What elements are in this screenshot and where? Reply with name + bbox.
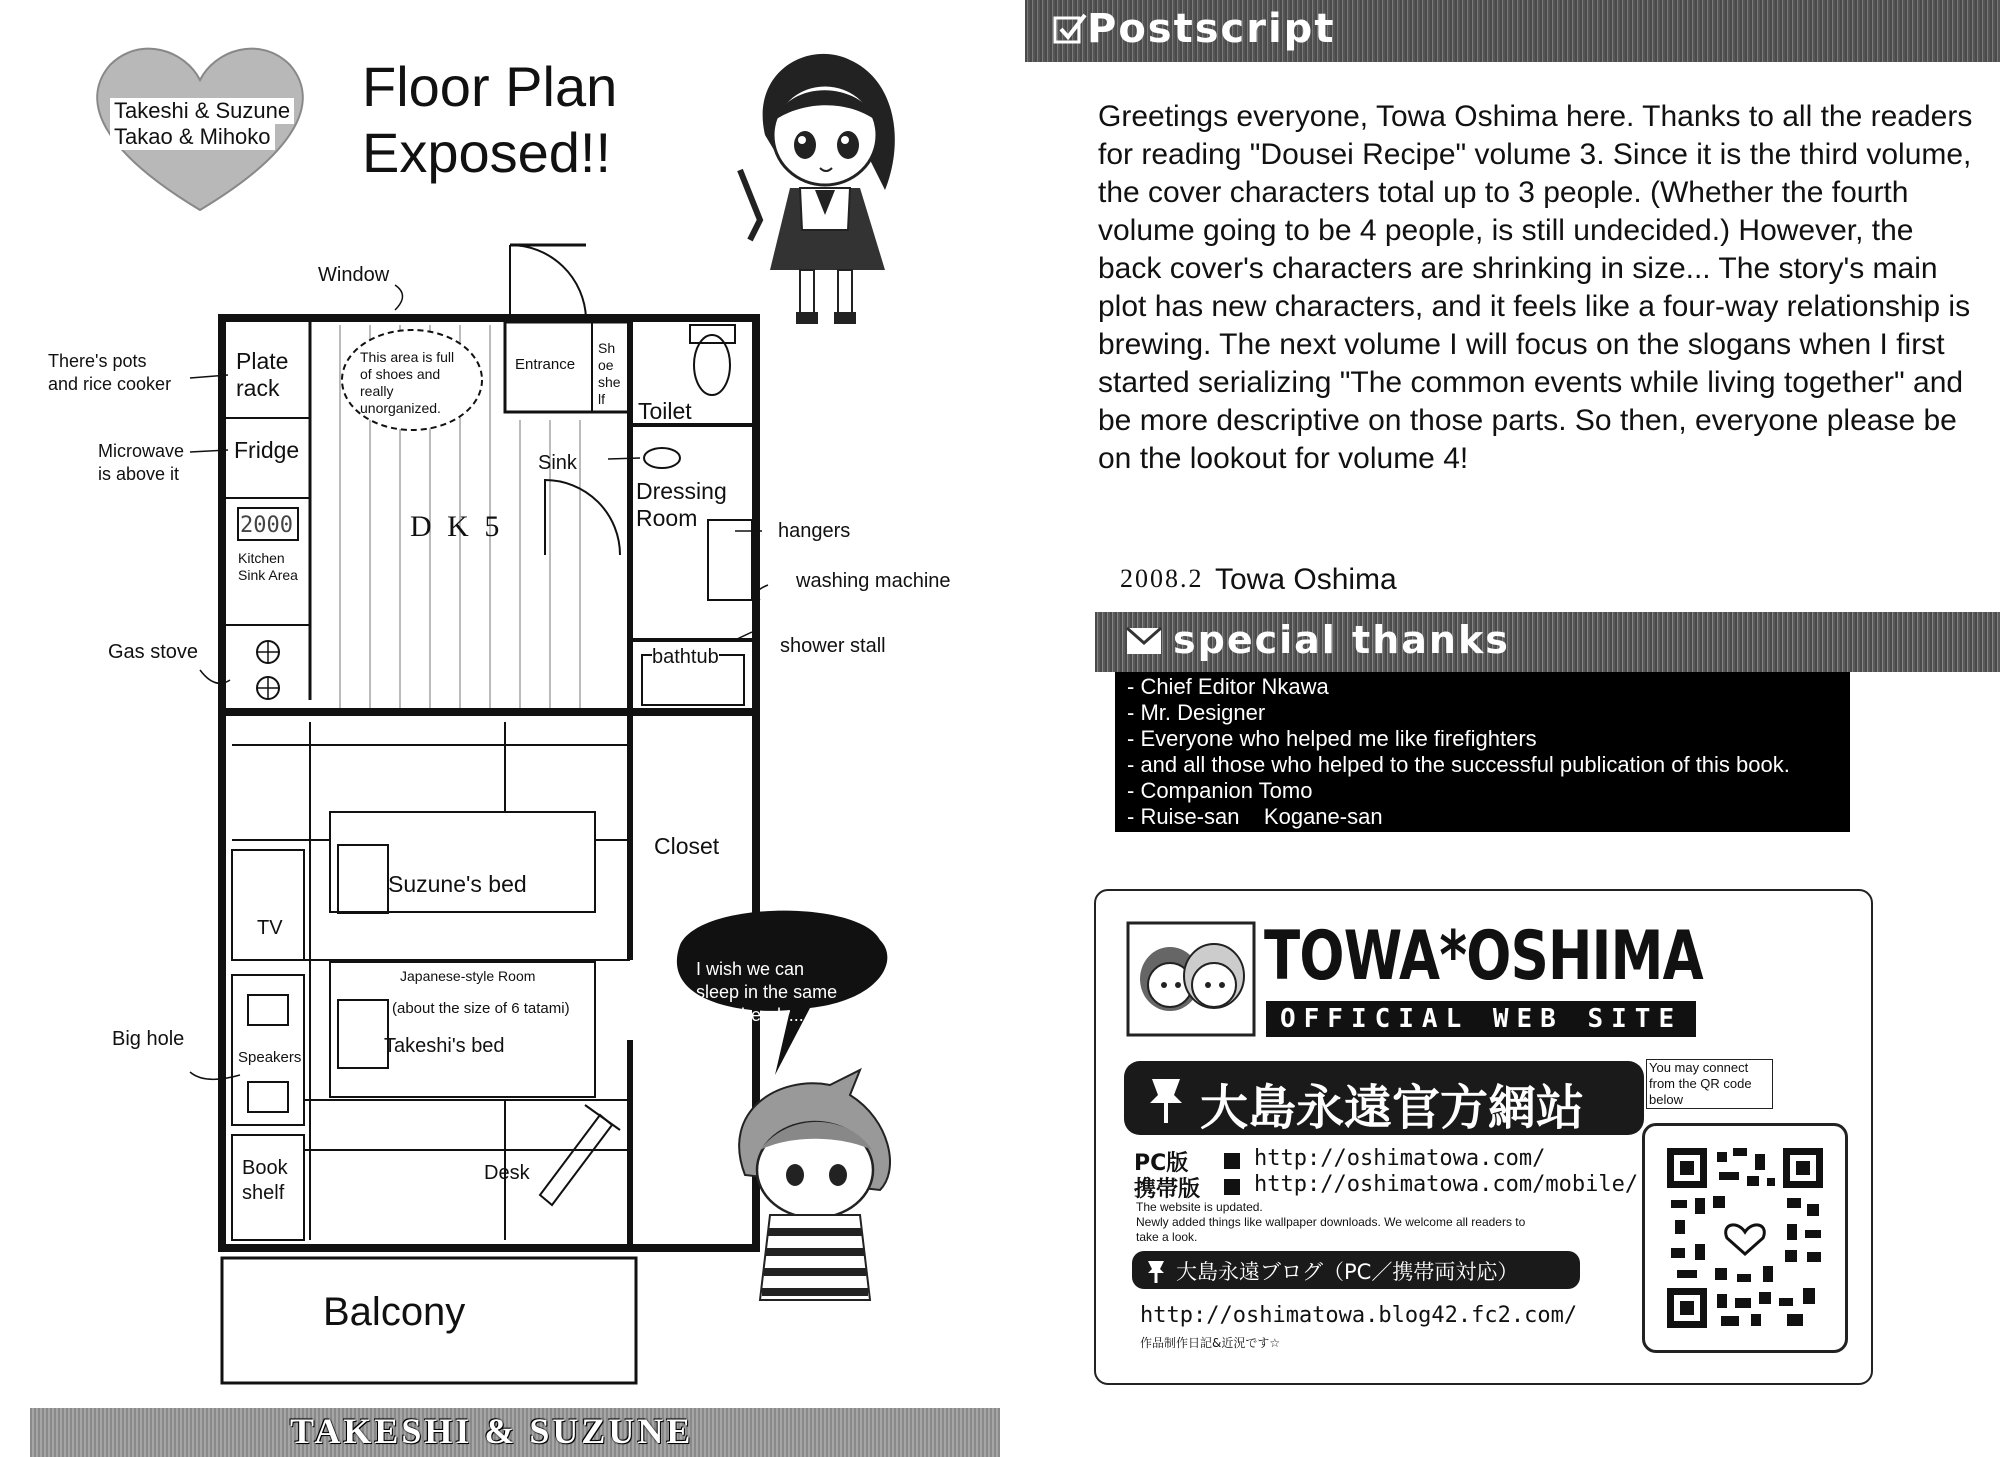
floor-plan-title-line1: Floor Plan: [362, 55, 618, 118]
pc-bullet-icon: [1224, 1153, 1240, 1169]
website-note-line2: Newly added things like wallpaper downloads. We welcome all readers to: [1136, 1215, 1526, 1229]
qr-note-line2: from the QR code: [1649, 1076, 1752, 1091]
thanks-item-5: - Companion Tomo: [1127, 778, 1313, 803]
label-bookshelf-line1: Book: [242, 1157, 288, 1179]
label-shoe-shelf-3: she: [598, 374, 621, 390]
label-shoe-shelf-4: lf: [598, 391, 605, 407]
website-note-line1: The website is updated.: [1136, 1200, 1263, 1214]
boy-character-illustration: [739, 1070, 890, 1300]
postscript-title: Postscript: [1087, 6, 1336, 52]
label-window: Window: [318, 264, 390, 286]
qr-code-frame[interactable]: [1642, 1123, 1848, 1353]
label-hangers: hangers: [778, 520, 851, 542]
label-digital-display: 2000: [240, 513, 293, 538]
label-gas-stove: Gas stove: [108, 641, 199, 663]
label-desk: Desk: [484, 1162, 530, 1184]
label-plate-rack-line1: Plate: [236, 348, 289, 374]
speech-bubble-line1: I wish we can: [696, 959, 805, 979]
mobile-version-label: 携帯版: [1134, 1177, 1201, 1202]
label-bookshelf-line2: shelf: [242, 1182, 285, 1204]
label-shoe-shelf-2: oe: [598, 357, 614, 373]
label-tv: TV: [257, 917, 283, 939]
qr-note-box: [1646, 1059, 1773, 1109]
label-entrance: Entrance: [515, 356, 576, 373]
floor-plan-drawing: [0, 0, 1010, 1400]
label-kitchen-sink-line1: Kitchen: [238, 550, 285, 566]
special-thanks-title: special thanks: [1173, 618, 1510, 662]
label-takeshi-bed: Takeshi's bed: [384, 1035, 505, 1057]
label-kitchen-sink-line2: Sink Area: [238, 567, 298, 583]
label-shoes-note-3: really: [360, 383, 394, 399]
blog-url-link[interactable]: http://oshimatowa.blog42.fc2.com/: [1140, 1303, 1578, 1328]
label-speakers: Speakers: [238, 1049, 302, 1066]
footer-bar: [30, 1408, 1000, 1457]
label-shoes-note-1: This area is full: [360, 349, 455, 365]
thanks-item-2: - Mr. Designer: [1127, 700, 1266, 725]
label-sink: Sink: [538, 452, 577, 474]
footer-title: TAKESHI & SUZUNE: [290, 1411, 694, 1451]
label-shower-stall: shower stall: [780, 635, 886, 657]
label-tatami-note: (about the size of 6 tatami): [392, 1000, 570, 1017]
website-subtitle: OFFICIAL WEB SITE: [1280, 1004, 1683, 1034]
pin-icon: [1142, 1257, 1170, 1285]
postscript-body: Greetings everyone, Towa Oshima here. Thanks to all the readers for reading "Dousei Recipe" volume 3. Since it is the third volume, the cover characters total up to 3 people. (Whether the fourth volume going to be 4 people, is still undecided.) However, the back cover's characters are shrinking in size... The story's main plot has new characters, and it feels like a four-way relationship is brewing. The next volume I will focus on the slogans when I first started serializing "The common events while living together" and be more descriptive on those parts. So then, everyone please be on the lookout for volume 4!: [1098, 100, 1973, 475]
speech-bubble-line3: bed already...: [696, 1005, 804, 1025]
thanks-item-6: - Ruise-san Kogane-san: [1127, 804, 1383, 829]
label-big-hole: Big hole: [112, 1028, 185, 1050]
blog-note: 作品制作日記&近況です☆: [1140, 1336, 1281, 1350]
label-microwave-line2: is above it: [98, 464, 180, 484]
heart-tag-line1: Takeshi & Suzune: [110, 98, 294, 124]
heart-tag-line2: Takao & Mihoko: [110, 124, 275, 150]
mobile-url-link[interactable]: http://oshimatowa.com/mobile/: [1254, 1172, 1639, 1197]
blog-banner[interactable]: [1132, 1251, 1580, 1289]
label-japanese-room: Japanese-style Room: [400, 968, 536, 984]
checkbox-icon: [1053, 12, 1087, 46]
thanks-item-1: - Chief Editor Nkawa: [1127, 674, 1329, 699]
cn-website-banner: [1124, 1061, 1644, 1135]
label-washing-machine: washing machine: [796, 570, 951, 592]
label-suzune-bed: Suzune's bed: [388, 871, 527, 897]
label-toilet: Toilet: [638, 398, 692, 424]
blog-banner-title: 大島永遠ブログ（PC／携帯両対応）: [1176, 1260, 1519, 1284]
envelope-icon: [1125, 626, 1163, 656]
postscript-author: Towa Oshima: [1215, 563, 1397, 596]
qr-note-line1: You may connect: [1649, 1060, 1749, 1075]
special-thanks-header: [1095, 612, 2000, 672]
label-shoes-note-4: unorganized.: [360, 400, 441, 416]
website-note-line3: take a look.: [1136, 1230, 1198, 1244]
label-fridge: Fridge: [234, 437, 300, 463]
label-tatami-note-text: about the size of 6 tatami: [397, 1000, 565, 1017]
label-plate-rack-line2: rack: [236, 375, 280, 401]
avatar-pair-icon: [1126, 921, 1256, 1037]
label-dk5: D K 5: [410, 510, 504, 543]
postscript-page: [1010, 0, 2000, 1457]
official-website-card[interactable]: [1094, 889, 1873, 1385]
pc-version-label: PC版: [1134, 1151, 1189, 1176]
speech-bubble-line2: sleep in the same: [696, 982, 838, 1002]
label-bathtub: bathtub: [652, 646, 719, 668]
label-pots-line1: There's pots: [48, 351, 147, 371]
label-dressing-line1: Dressing: [636, 478, 727, 504]
label-closet: Closet: [654, 833, 720, 859]
website-brand: TOWA*OSHIMA: [1264, 917, 1703, 996]
qr-code-icon[interactable]: [1667, 1148, 1823, 1328]
thanks-item-3: - Everyone who helped me like firefighters: [1127, 726, 1537, 751]
label-dressing-line2: Room: [636, 505, 698, 531]
label-shoe-shelf-1: Sh: [598, 340, 616, 356]
label-microwave-line1: Microwave: [98, 441, 185, 461]
label-balcony: Balcony: [323, 1290, 466, 1334]
postscript-date: 2008.2: [1120, 564, 1204, 593]
floor-plan-title-line2: Exposed!!: [362, 121, 612, 184]
pushpin-icon: [1142, 1071, 1192, 1125]
label-pots-line2: and rice cooker: [48, 374, 172, 394]
label-shoes-note-2: of shoes and: [360, 366, 441, 382]
special-thanks-list: [1115, 672, 1850, 832]
pc-url-link[interactable]: http://oshimatowa.com/: [1254, 1146, 1546, 1171]
website-subtitle-bar: [1266, 1001, 1696, 1037]
qr-note-line3: below: [1649, 1092, 1683, 1107]
postscript-header: [1025, 0, 2000, 62]
mobile-bullet-icon: [1224, 1179, 1240, 1195]
cn-website-title: 大島永遠官方網站: [1200, 1080, 1585, 1136]
thanks-item-4: - and all those who helped to the successful publication of this book.: [1127, 752, 1790, 777]
